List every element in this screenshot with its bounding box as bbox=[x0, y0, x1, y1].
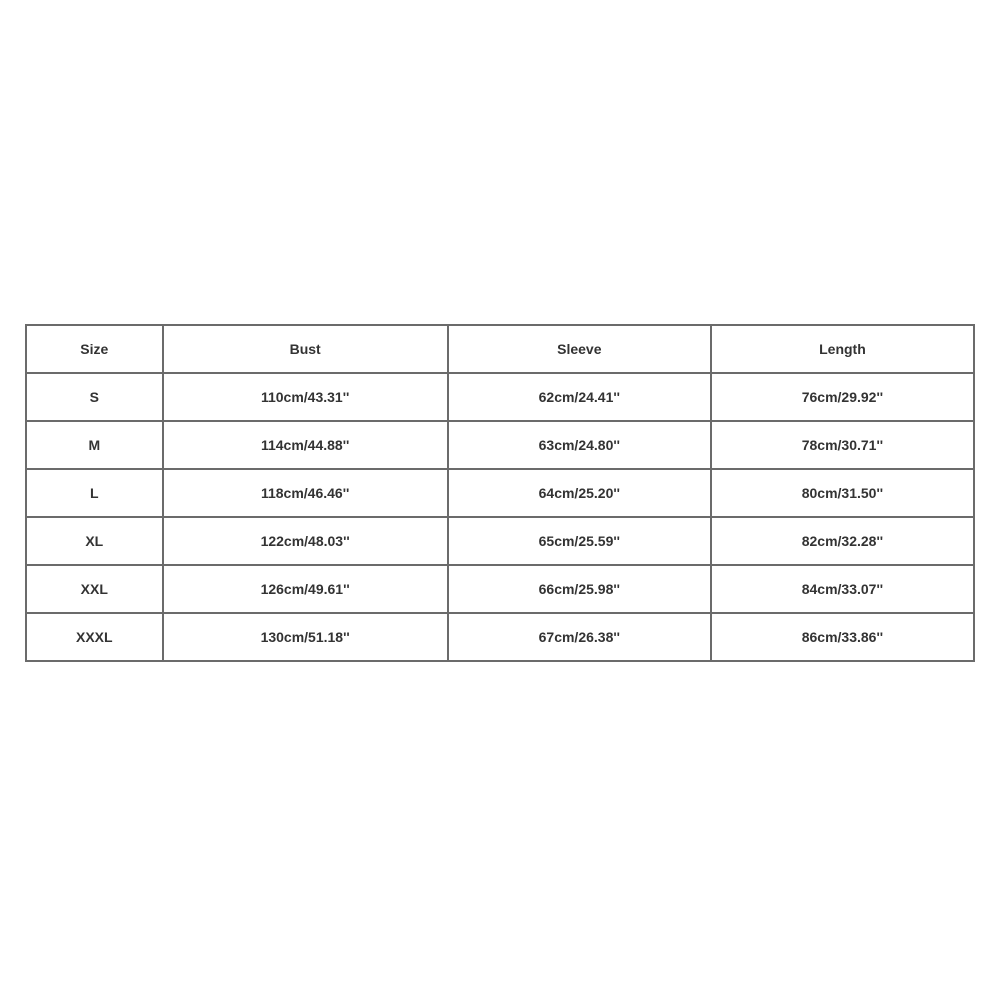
header-length: Length bbox=[711, 325, 974, 373]
cell-size: XL bbox=[26, 517, 163, 565]
table-row bbox=[26, 421, 974, 469]
table-header bbox=[26, 325, 974, 373]
cell-length: 78cm/30.71'' bbox=[711, 421, 974, 469]
cell-size: XXXL bbox=[26, 613, 163, 661]
cell-size: M bbox=[26, 421, 163, 469]
cell-bust: 118cm/46.46'' bbox=[163, 469, 448, 517]
table-row bbox=[26, 469, 974, 517]
header-sleeve: Sleeve bbox=[448, 325, 711, 373]
cell-sleeve: 63cm/24.80'' bbox=[448, 421, 711, 469]
cell-length: 84cm/33.07'' bbox=[711, 565, 974, 613]
cell-size: XXL bbox=[26, 565, 163, 613]
cell-bust: 126cm/49.61'' bbox=[163, 565, 448, 613]
table-row bbox=[26, 517, 974, 565]
header-bust: Bust bbox=[163, 325, 448, 373]
cell-bust: 122cm/48.03'' bbox=[163, 517, 448, 565]
table-row bbox=[26, 373, 974, 421]
cell-sleeve: 64cm/25.20'' bbox=[448, 469, 711, 517]
cell-sleeve: 67cm/26.38'' bbox=[448, 613, 711, 661]
cell-sleeve: 65cm/25.59'' bbox=[448, 517, 711, 565]
cell-length: 86cm/33.86'' bbox=[711, 613, 974, 661]
cell-length: 76cm/29.92'' bbox=[711, 373, 974, 421]
cell-bust: 114cm/44.88'' bbox=[163, 421, 448, 469]
cell-bust: 110cm/43.31'' bbox=[163, 373, 448, 421]
cell-size: S bbox=[26, 373, 163, 421]
cell-length: 80cm/31.50'' bbox=[711, 469, 974, 517]
size-chart-table bbox=[25, 324, 975, 662]
cell-length: 82cm/32.28'' bbox=[711, 517, 974, 565]
header-row bbox=[26, 325, 974, 373]
cell-size: L bbox=[26, 469, 163, 517]
table-body bbox=[26, 373, 974, 661]
cell-sleeve: 62cm/24.41'' bbox=[448, 373, 711, 421]
table-row bbox=[26, 613, 974, 661]
table-row bbox=[26, 565, 974, 613]
header-size: Size bbox=[26, 325, 163, 373]
cell-sleeve: 66cm/25.98'' bbox=[448, 565, 711, 613]
cell-bust: 130cm/51.18'' bbox=[163, 613, 448, 661]
